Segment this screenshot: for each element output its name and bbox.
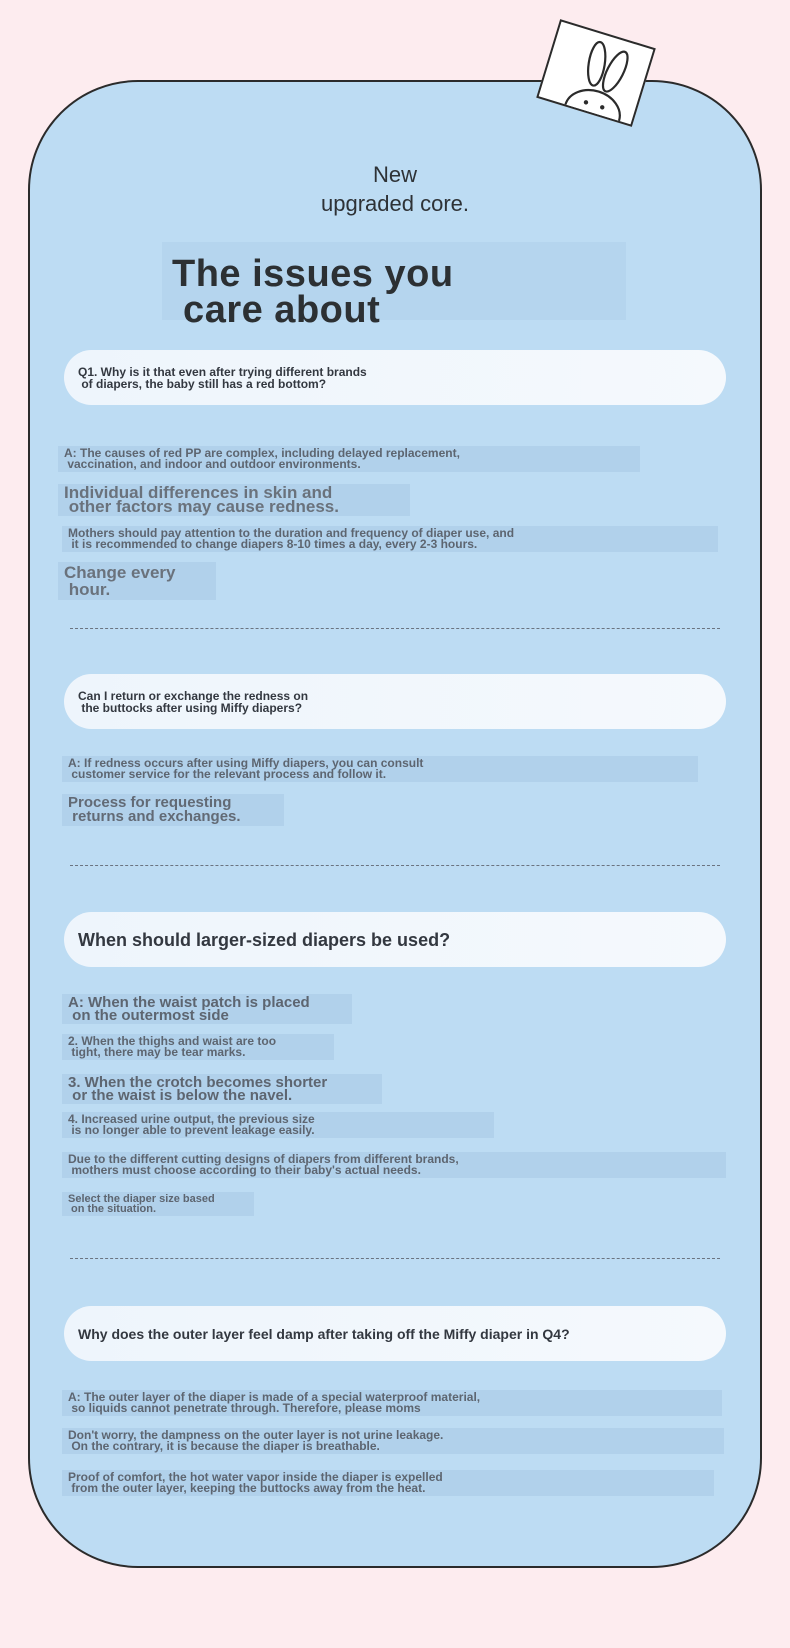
answer-text: Don't worry, the dampness on the outer layer is not urine leakage. On the contrary, it is because the diaper is breathable. (62, 1428, 724, 1454)
answer-text: Select the diaper size based on the situation. (62, 1192, 254, 1216)
answer-text: Due to the different cutting designs of diapers from different brands, mothers must choose according to their baby's actual needs. (62, 1152, 726, 1178)
answer-text: Mothers should pay attention to the duration and frequency of diaper use, and it is recommended to change diapers 8-10 times a day, every 2-3 hours. (62, 526, 718, 552)
subtitle: New upgraded core. (321, 162, 469, 216)
answer-text: 2. When the thighs and waist are too tight, there may be tear marks. (62, 1034, 334, 1060)
answer-text: 3. When the crotch becomes shorter or the waist is below the navel. (62, 1074, 382, 1104)
section-divider (70, 1258, 720, 1259)
question-card-3[interactable] (64, 912, 726, 967)
section-divider (70, 628, 720, 629)
question-card-4[interactable] (64, 1306, 726, 1361)
answer-text: A: The outer layer of the diaper is made of a special waterproof material, so liquids cannot penetrate through. Therefore, please moms (62, 1390, 722, 1416)
page-title: The issues you care about (172, 253, 454, 331)
answer-text: Change every hour. (58, 562, 216, 600)
question-card-2[interactable] (64, 674, 726, 729)
answer-text: A: When the waist patch is placed on the outermost side (62, 994, 352, 1024)
question-text: Can I return or exchange the redness on the buttocks after using Miffy diapers? (78, 688, 309, 715)
question-text: Q1. Why is it that even after trying different brands of diapers, the baby still has a red bottom? (78, 364, 367, 391)
answer-text: A: If redness occurs after using Miffy diapers, you can consult customer service for the relevant process and follow it. (62, 756, 698, 782)
question-text: When should larger-sized diapers be used? (78, 929, 451, 950)
answer-text: A: The causes of red PP are complex, including delayed replacement, vaccination, and indoor and outdoor environments. (58, 446, 640, 472)
answer-text: Process for requesting returns and exchanges. (62, 794, 284, 826)
answer-text: Proof of comfort, the hot water vapor inside the diaper is expelled from the outer layer, keeping the buttocks away from the heat. (62, 1470, 714, 1496)
answer-text: 4. Increased urine output, the previous size is no longer able to prevent leakage easily. (62, 1112, 494, 1138)
question-card-1[interactable] (64, 350, 726, 405)
answer-text: Individual differences in skin and other factors may cause redness. (58, 484, 410, 516)
question-text: Why does the outer layer feel damp after taking off the Miffy diaper in Q4? (78, 1325, 570, 1342)
section-divider (70, 865, 720, 866)
